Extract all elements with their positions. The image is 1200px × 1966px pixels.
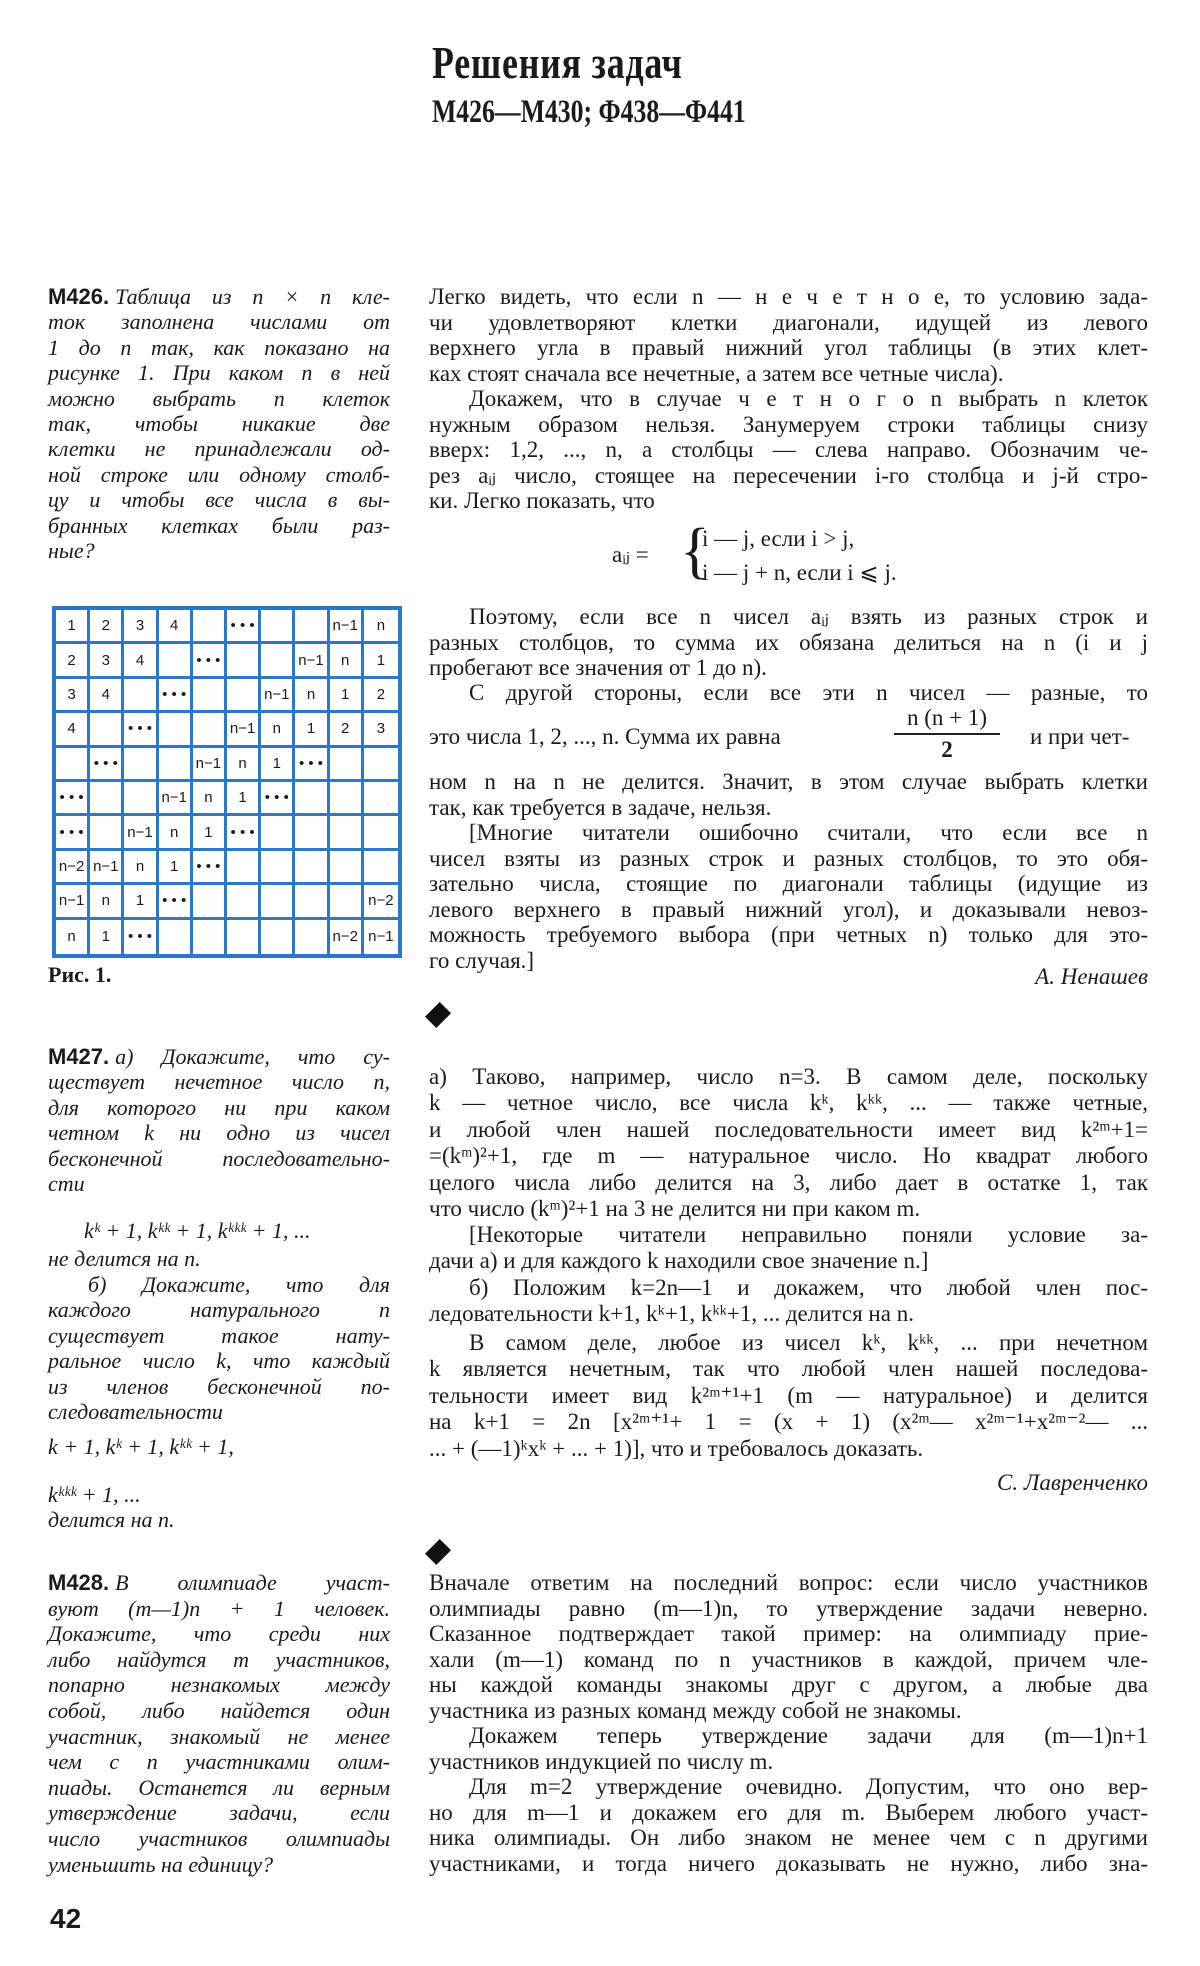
- text-line: [Некоторые читатели неправильно поняли условие за-: [469, 1222, 1148, 1247]
- table-cell: n: [90, 885, 124, 919]
- problem-m427-part-a: [48, 1044, 390, 1196]
- solution-m428-p1: [429, 1570, 1148, 1723]
- table-cell: n: [193, 782, 227, 816]
- solution-m427-p3: [429, 1275, 1148, 1328]
- table-cell: [90, 713, 124, 747]
- problem-label: M426.: [48, 284, 110, 309]
- text-line: что число (kᵐ)²+1 на 3 не делится ни при каком m.: [429, 1195, 921, 1221]
- solution-m426-p3: [429, 604, 1148, 681]
- table-cell: 1: [159, 851, 193, 885]
- text-line: участниками, и тогда ничего доказывать не нужно, либо зна-: [429, 1850, 1148, 1876]
- text-line: рез aᵢⱼ число, стоящее на пересечении i-го столбца и j-й стро-: [429, 462, 1148, 488]
- solution-m426-p1: [429, 284, 1148, 386]
- problem-m427-formula-b2: kᵏᵏᵏ + 1, ...: [48, 1482, 141, 1507]
- table-cell: [124, 748, 158, 782]
- text-line: участник, знакомый не менее: [48, 1723, 390, 1749]
- sum-line-text: это числа 1, 2, ..., n. Сумма их равна: [429, 724, 781, 749]
- text-line: ществует нечетное число n,: [48, 1069, 390, 1095]
- fraction-numerator: n (n + 1): [894, 703, 1000, 735]
- text-line: левого верхнего в правый нижний угол), и доказывали невоз-: [429, 896, 1148, 922]
- text-line: нужным образом нельзя. Занумеруем строки таблицы снизу: [429, 411, 1148, 437]
- table-cell: • • •: [159, 885, 193, 919]
- text-line: Вначале ответим на последний вопрос: если число участников: [429, 1570, 1148, 1595]
- table-cell: [159, 644, 193, 678]
- text-line: уменьшить на единицу?: [48, 1851, 274, 1877]
- table-cell: 1: [227, 782, 261, 816]
- table-cell: n−2: [330, 920, 364, 954]
- formula-case-1: i — j, если i > j,: [702, 526, 855, 551]
- table-cell: • • •: [227, 610, 261, 644]
- table-cell: [364, 851, 398, 885]
- text-line: но для m—1 и докажем его для m. Выберем любого участ-: [429, 1799, 1148, 1825]
- table-cell: n−1: [193, 748, 227, 782]
- table-cell: [330, 851, 364, 885]
- text-line: хали (m—1) команд по n участников в каждой, причем чле-: [429, 1646, 1148, 1672]
- text-line: разных столбцов, то сумма их обязана делиться на n (i и j: [429, 629, 1148, 655]
- table-cell: [261, 920, 295, 954]
- text-line: тельности имеет вид k²ᵐ⁺¹+1 (m — натуральное) и делится: [429, 1382, 1148, 1408]
- fraction-denominator: 2: [941, 737, 953, 762]
- table-cell: • • •: [227, 816, 261, 850]
- text-line: ны каждой команды знакомы друг с другом, а любые два: [429, 1672, 1148, 1697]
- solution-m426-p5: [429, 769, 1148, 820]
- table-cell: [227, 885, 261, 919]
- table-cell: n−1: [90, 851, 124, 885]
- table-cell: 1: [295, 713, 329, 747]
- table-cell: 2: [90, 610, 124, 644]
- table-cell: n−1: [261, 679, 295, 713]
- text-line: ках стоят сначала все нечетные, а затем все четные числа).: [429, 360, 1004, 386]
- text-line: каждого натурального n: [48, 1297, 390, 1323]
- table-cell: • • •: [193, 644, 227, 678]
- text-line: попарно незнакомых между: [48, 1672, 390, 1698]
- text-line: В самом деле, любое из чисел kᵏ, kᵏᵏ, ... при нечетном: [469, 1330, 1148, 1355]
- table-cell: n: [295, 679, 329, 713]
- table-cell: n: [227, 748, 261, 782]
- page-title: Решения задач: [432, 37, 683, 88]
- table-cell: [364, 782, 398, 816]
- text-line: зательно числа, стоящие по диагонали таблицы (идущие из: [429, 871, 1148, 896]
- problem-m427-after-b: делится на n.: [48, 1507, 175, 1532]
- formula-aij-lhs: aᵢⱼ =: [612, 542, 649, 567]
- problem-m427-after-a: не делится на n.: [48, 1246, 201, 1271]
- text-line: чем с n участниками олим-: [48, 1749, 390, 1775]
- formula-case-2: i — j + n, если i ⩽ j.: [702, 560, 897, 585]
- text-line: так, как требуется в задаче, нельзя.: [429, 794, 772, 820]
- text-line: Докажите, что среди них: [48, 1621, 390, 1647]
- table-cell: n: [364, 610, 398, 644]
- table-cell: • • •: [124, 713, 158, 747]
- text-line: б) Докажите, что для: [88, 1272, 390, 1297]
- problem-m428: [48, 1570, 390, 1877]
- table-cell: 1: [330, 679, 364, 713]
- table-cell: • • •: [193, 851, 227, 885]
- text-line: утверждение задачи, если: [48, 1800, 390, 1826]
- table-cell: [124, 782, 158, 816]
- text-line: чисел взяты из разных строк и разных столбцов, то это обя-: [429, 845, 1148, 871]
- text-line: на k+1 = 2n [x²ᵐ⁺¹+ 1 = (x + 1) (x²ᵐ— x²ᵐ⁻¹+x²ᵐ⁻²— ...: [429, 1409, 1148, 1435]
- text-line: k является нечетным, так что любой член нашей последова-: [429, 1356, 1148, 1382]
- text-line: из членов бесконечной по-: [48, 1373, 390, 1399]
- text-line: рисунке 1. При каком n в ней: [48, 360, 390, 386]
- table-cell: [330, 782, 364, 816]
- solution-m427-p1: [429, 1064, 1148, 1222]
- table-cell: [295, 851, 329, 885]
- table-cell: [261, 885, 295, 919]
- author-signature: А. Ненашев: [1035, 964, 1148, 989]
- table-cell: [193, 713, 227, 747]
- table-cell: [124, 679, 158, 713]
- text-line: [48, 284, 390, 309]
- text-line: вуют (m—1)n + 1 человек.: [48, 1595, 390, 1621]
- solution-m428-p2: [429, 1723, 1148, 1774]
- text-line: бранных клетках были раз-: [48, 512, 390, 538]
- table-cell: • • •: [295, 748, 329, 782]
- table-cell: 1: [364, 644, 398, 678]
- text-line: Легко видеть, что если n — н е ч е т н о е, то условию зада-: [429, 284, 1148, 309]
- text-line: Докажем, что в случае ч е т н о г о n выбрать n клеток: [469, 386, 1148, 411]
- table-cell: 4: [124, 644, 158, 678]
- table-cell: n: [124, 851, 158, 885]
- section-diamond-icon: [425, 1002, 451, 1028]
- text-line: 1 до n так, как показано на: [48, 334, 390, 360]
- text-line: а) Таково, например, число n=3. В самом деле, поскольку: [429, 1064, 1148, 1089]
- text-line-body: В олимпиаде участ-: [115, 1570, 390, 1595]
- table-cell: n−1: [56, 885, 90, 919]
- text-line: пробегают все значения от 1 до n).: [429, 655, 767, 680]
- table-cell: [90, 816, 124, 850]
- text-line: ... + (—1)ᵏxᵏ + ... + 1)], что и требовалось доказать.: [429, 1435, 924, 1461]
- problem-m427-formula-b1: k + 1, kᵏ + 1, kᵏᵏ + 1,: [48, 1434, 234, 1459]
- table-cell: [330, 885, 364, 919]
- table-cell: 4: [90, 679, 124, 713]
- text-line: =(kᵐ)²+1, где m — натуральное число. Но квадрат любого: [429, 1143, 1148, 1169]
- table-cell: [227, 644, 261, 678]
- text-line: целого числа либо делится на 3, либо дает в остатке 1, так: [429, 1169, 1148, 1195]
- table-cell: • • •: [90, 748, 124, 782]
- text-line-body: а) Докажите, что су-: [115, 1044, 390, 1069]
- text-line: Для m=2 утверждение очевидно. Допустим, что оно вер-: [469, 1774, 1148, 1799]
- table-cell: n−1: [159, 782, 193, 816]
- text-line: [Многие читатели ошибочно считали, что если все n: [469, 820, 1148, 845]
- text-line: Докажем теперь утверждение задачи для (m—1)n+1: [469, 1723, 1148, 1748]
- text-line: сти: [48, 1170, 85, 1196]
- text-line: можно выбрать n клеток: [48, 385, 390, 411]
- table-cell: [261, 610, 295, 644]
- table-cell: [330, 748, 364, 782]
- text-line: ки. Легко показать, что: [429, 488, 655, 513]
- table-cell: 2: [56, 644, 90, 678]
- text-line: для которого ни при каком: [48, 1094, 390, 1120]
- text-line: Поэтому, если все n чисел aᵢⱼ взять из разных строк и: [469, 604, 1148, 629]
- table-cell: n−1: [330, 610, 364, 644]
- table-cell: 1: [193, 816, 227, 850]
- text-line: [48, 1044, 390, 1069]
- table-cell: n: [261, 713, 295, 747]
- table-cell: [330, 816, 364, 850]
- table-cell: 2: [364, 679, 398, 713]
- table-cell: 3: [90, 644, 124, 678]
- section-diamond-icon: [425, 1539, 451, 1565]
- problem-m427-formula-a: kᵏ + 1, kᵏᵏ + 1, kᵏᵏᵏ + 1, ...: [84, 1218, 311, 1243]
- text-line: собой, либо найдется один: [48, 1697, 390, 1723]
- formula-brace: {: [680, 517, 710, 585]
- table-cell: [261, 644, 295, 678]
- text-line-body: Таблица из n × n кле-: [115, 284, 390, 309]
- table-cell: [227, 851, 261, 885]
- table-cell: [56, 748, 90, 782]
- table-cell: • • •: [56, 782, 90, 816]
- text-line: можность требуемого выбора (при четных n) только для это-: [429, 922, 1148, 947]
- table-cell: [295, 610, 329, 644]
- text-line: дачи а) и для каждого k находили свое значение n.]: [429, 1248, 929, 1274]
- text-line: и любой член нашей последовательности имеет вид k²ᵐ+1=: [429, 1116, 1148, 1142]
- table-cell: [227, 679, 261, 713]
- text-line: либо найдутся m участников,: [48, 1646, 390, 1672]
- table-cell: [90, 782, 124, 816]
- text-line: цу и чтобы все числа в вы-: [48, 487, 390, 513]
- table-cell: • • •: [261, 782, 295, 816]
- author-signature: С. Лавренченко: [997, 1470, 1148, 1495]
- table-cell: 3: [124, 610, 158, 644]
- sum-line-end: и при чет-: [1030, 724, 1130, 749]
- text-line: ные?: [48, 537, 95, 563]
- solution-m426-p4: [429, 680, 1148, 706]
- table-cell: 4: [56, 713, 90, 747]
- table-cell: [364, 816, 398, 850]
- table-cell: [261, 816, 295, 850]
- table-cell: 3: [364, 713, 398, 747]
- solution-m426-p2: [429, 386, 1148, 514]
- table-cell: • • •: [159, 679, 193, 713]
- text-line: клетки не принадлежали од-: [48, 436, 390, 462]
- figure-caption: Рис. 1.: [48, 962, 112, 987]
- text-line: олимпиады равно (m—1)n, то утверждение задачи неверно.: [429, 1595, 1148, 1621]
- text-line: го случая.]: [429, 947, 535, 973]
- text-line: Сказанное подтверждает такой пример: на олимпиаду прие-: [429, 1621, 1148, 1646]
- table-cell: n: [159, 816, 193, 850]
- page-number: 42: [50, 1903, 82, 1934]
- text-line: так, чтобы никакие две: [48, 410, 390, 436]
- table-cell: n−1: [124, 816, 158, 850]
- table-cell: 1: [56, 610, 90, 644]
- table-cell: [364, 748, 398, 782]
- table-cell: 1: [261, 748, 295, 782]
- table-cell: [295, 920, 329, 954]
- table-cell: n−1: [295, 644, 329, 678]
- table-cell: 4: [159, 610, 193, 644]
- text-line: С другой стороны, если все эти n чисел — разные, то: [469, 680, 1148, 705]
- solution-m428-p3: [429, 1774, 1148, 1876]
- table-cell: 3: [56, 679, 90, 713]
- table-cell: [295, 885, 329, 919]
- table-cell: [227, 920, 261, 954]
- table-cell: n−1: [368, 928, 394, 946]
- text-line: число участников олимпиады: [48, 1825, 390, 1851]
- table-cell: n−2: [56, 851, 90, 885]
- text-line: k — четное число, все числа kᵏ, kᵏᵏ, ... — также четные,: [429, 1090, 1148, 1116]
- table-cell: n−1: [227, 713, 261, 747]
- problem-m426: [48, 284, 390, 563]
- table-cell: n: [56, 920, 90, 954]
- problem-label: M428.: [48, 1570, 110, 1595]
- table-cell: [193, 679, 227, 713]
- text-line: ральное число k, что каждый: [48, 1348, 390, 1374]
- table-cell: 2: [330, 713, 364, 747]
- table-cell: • • •: [56, 816, 90, 850]
- text-line: существует такое нату-: [48, 1322, 390, 1348]
- text-line: верхнего угла в правый нижний угол таблицы (в этих клет-: [429, 335, 1148, 360]
- problem-label: M427.: [48, 1044, 110, 1069]
- text-line: [48, 1570, 390, 1596]
- text-line: ток заполнена числами от: [48, 309, 390, 335]
- text-line: ном n на n не делится. Значит, в этом случае выбрать клетки: [429, 769, 1148, 794]
- text-line: бесконечной последовательно-: [48, 1145, 390, 1171]
- table-cell: 1: [90, 920, 124, 954]
- fraction-n-n-plus-1-over-2: [894, 703, 1000, 765]
- table-cell: • • •: [124, 920, 158, 954]
- problem-m427-part-b: [48, 1272, 390, 1424]
- solution-m427-p2: [429, 1222, 1148, 1275]
- table-cell: [193, 920, 227, 954]
- figure-1-table: [52, 606, 402, 958]
- table-cell: [295, 782, 329, 816]
- text-line: б) Положим k=2n—1 и докажем, что любой член пос-: [469, 1275, 1148, 1300]
- text-line: ной строке или одному столб-: [48, 461, 390, 487]
- page-subtitle: M426—M430; Ф438—Ф441: [432, 94, 746, 130]
- table-cell: [261, 851, 295, 885]
- table-cell: n−2: [364, 885, 398, 919]
- table-cell: [295, 816, 329, 850]
- text-line: участника из разных команд между собой не знакомы.: [429, 1697, 962, 1723]
- text-line: вверх: 1,2, ..., n, а столбцы — слева направо. Обозначим че-: [429, 437, 1148, 462]
- table-cell: [159, 713, 193, 747]
- table-cell: [159, 748, 193, 782]
- text-line: чи удовлетворяют клетки диагонали, идущей из левого: [429, 309, 1148, 335]
- text-line: ледовательности k+1, kᵏ+1, kᵏᵏ+1, ... делится на n.: [429, 1301, 914, 1327]
- table-cell: 1: [124, 885, 158, 919]
- text-line: четном k ни одно из чисел: [48, 1120, 390, 1146]
- text-line: следовательности: [48, 1398, 223, 1424]
- table-cell: [193, 610, 227, 644]
- table-cell: [193, 885, 227, 919]
- table-cell: [159, 920, 193, 954]
- solution-m426-p6: [429, 820, 1148, 973]
- text-line: участников индукцией по числу m.: [429, 1748, 774, 1774]
- text-line: пиады. Останется ли верным: [48, 1774, 390, 1800]
- table-cell: n: [330, 644, 364, 678]
- solution-m427-p4: [429, 1330, 1148, 1462]
- text-line: ника олимпиады. Он либо знаком не менее чем с n другими: [429, 1825, 1148, 1850]
